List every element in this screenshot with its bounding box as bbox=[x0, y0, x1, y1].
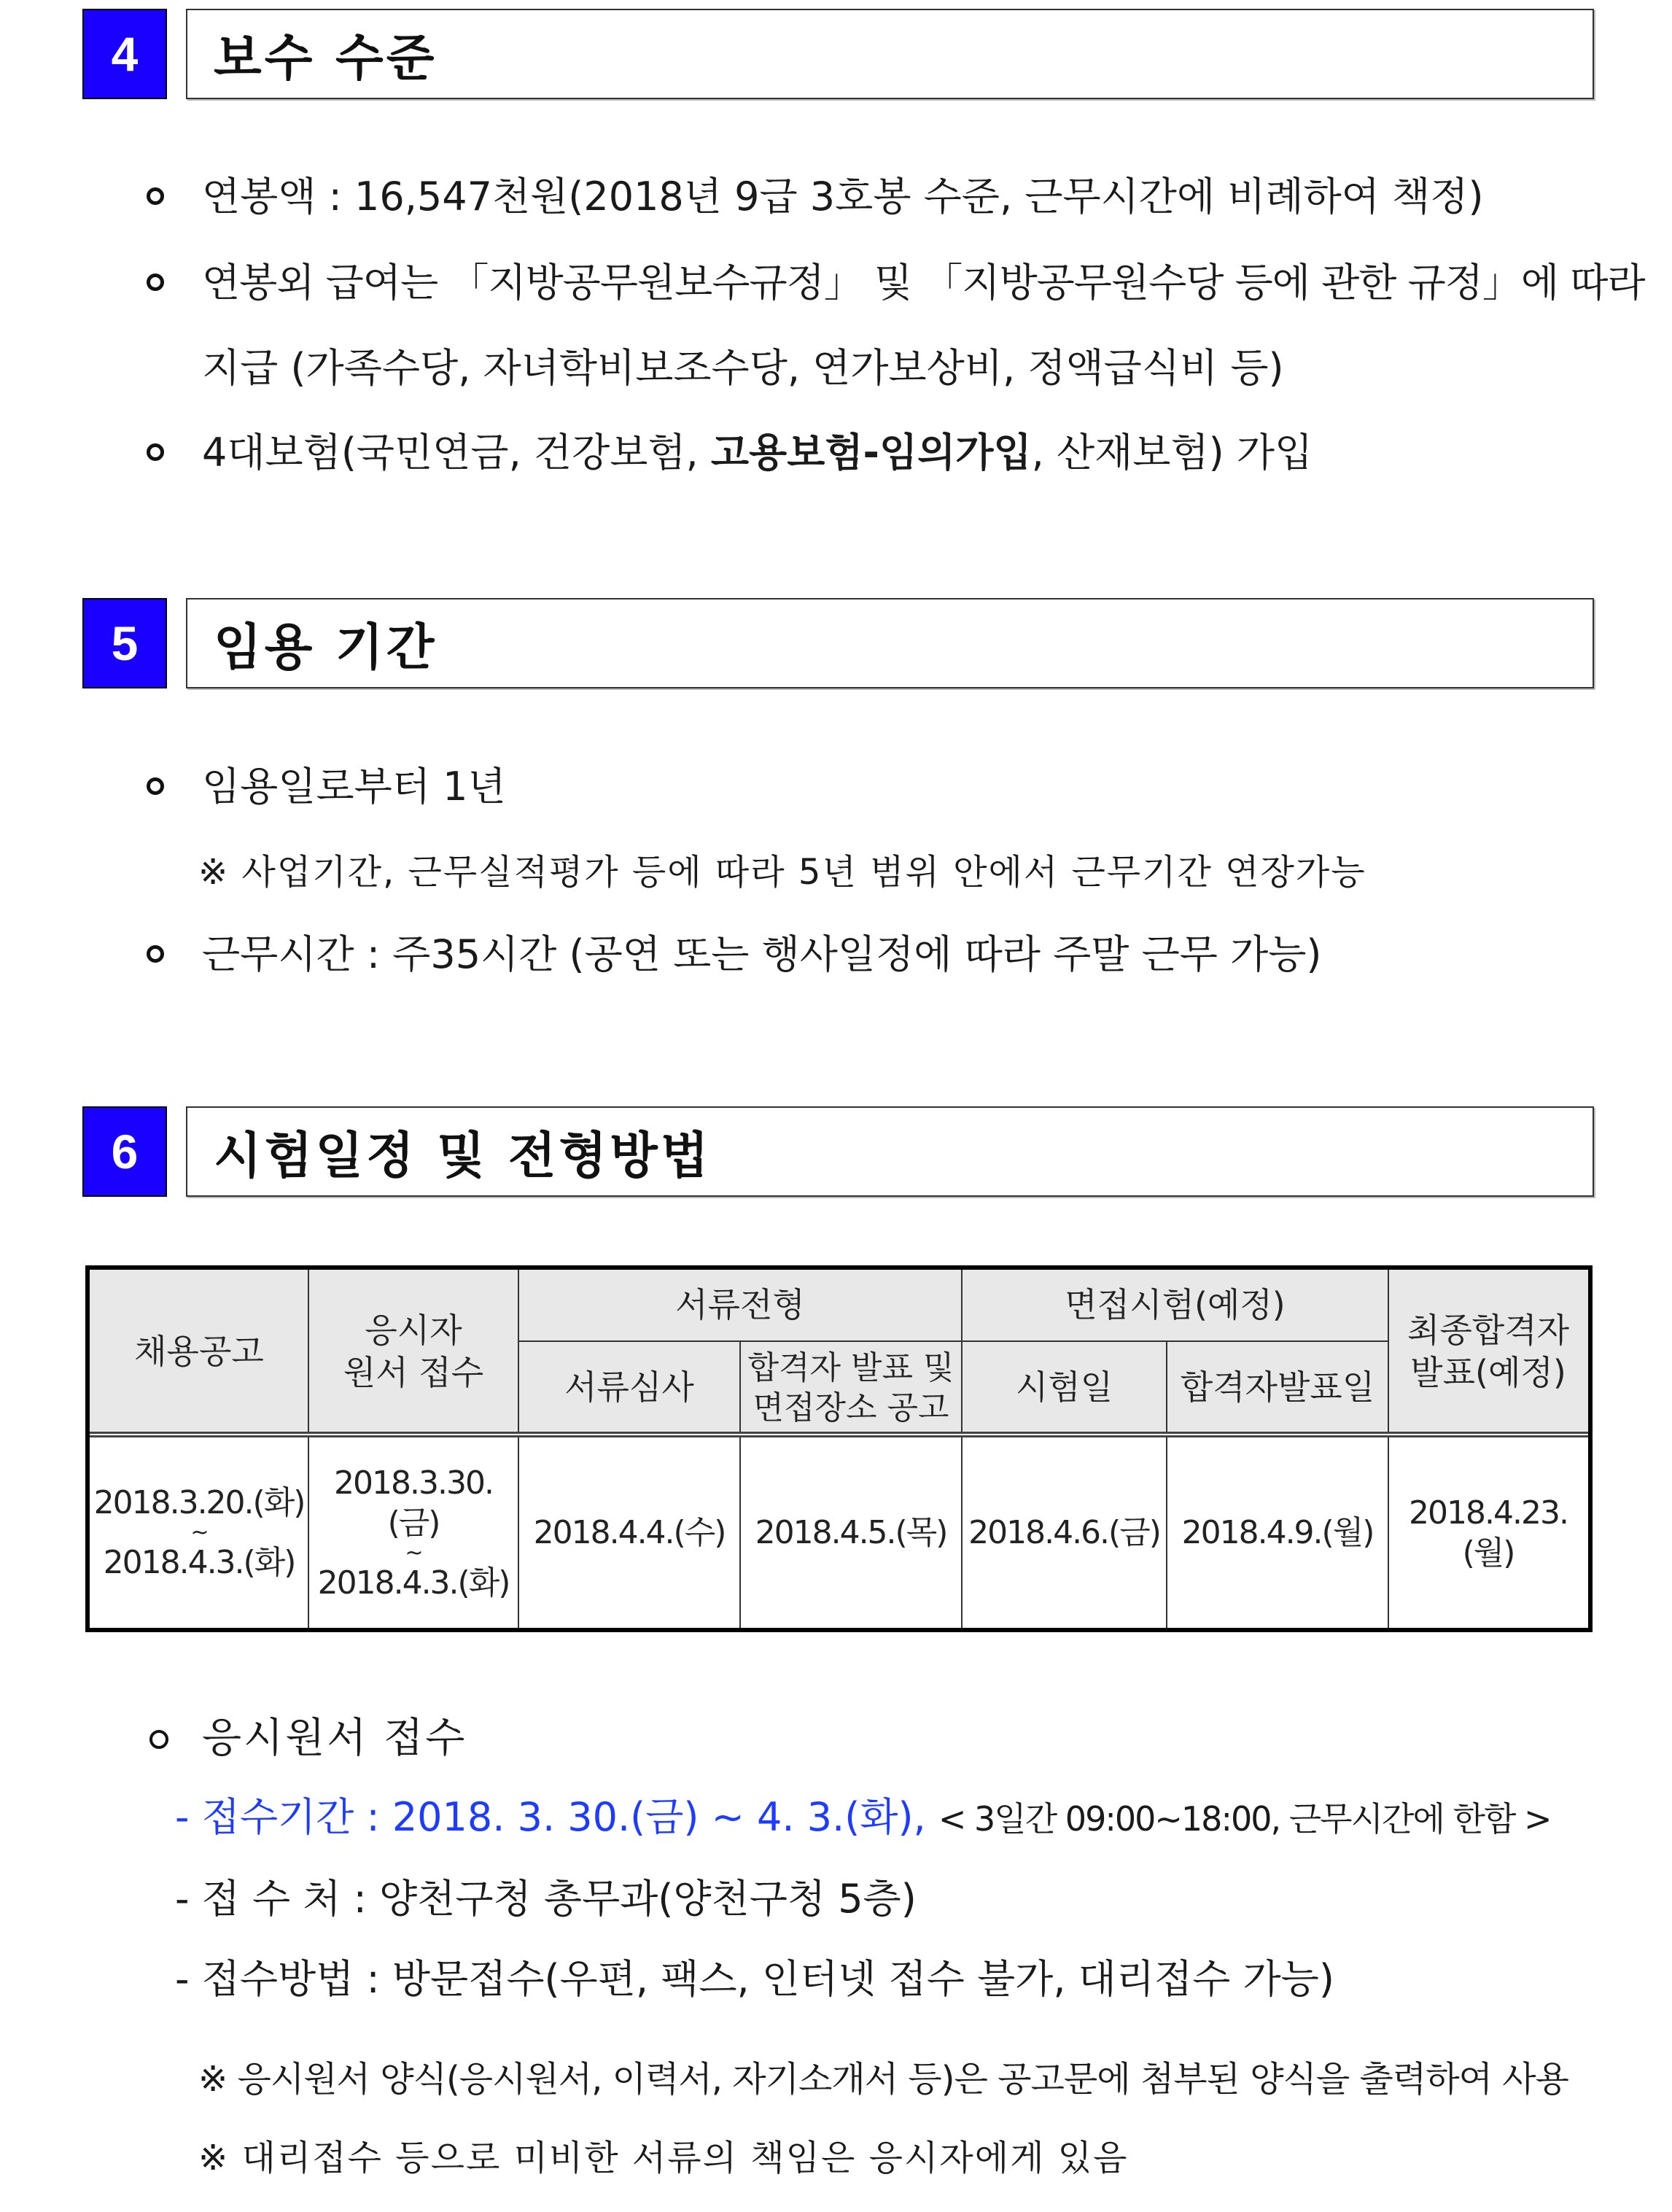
bullet-icon bbox=[149, 1730, 168, 1749]
pay-insurance-post: , 산재보험) 가입 bbox=[1031, 430, 1313, 476]
apply-method: - 접수방법 : 방문접수(우편, 팩스, 인터넷 접수 불가, 대리접수 가능) bbox=[175, 1956, 1334, 2002]
apply-place: - 접 수 처 : 양천구청 총무과(양천구청 5층) bbox=[175, 1876, 917, 1922]
row-final: 2018.4.23.(월) bbox=[1409, 1494, 1568, 1572]
row-receipt-tilde: ~ bbox=[405, 1540, 422, 1566]
bullet-icon bbox=[147, 777, 164, 795]
header-final-line2: 발표(예정) bbox=[1410, 1352, 1566, 1392]
row-notice-tilde: ~ bbox=[190, 1520, 208, 1545]
row-notice-start: 2018.3.20.(화) bbox=[93, 1484, 305, 1521]
pay-other-allowances: 연봉외 급여는 「지방공무원보수규정」 및 「지방공무원수당 등에 관한 규정」에 따라 bbox=[202, 260, 1645, 306]
schedule-table bbox=[85, 1265, 1593, 1632]
header-final bbox=[1388, 1270, 1588, 1434]
header-receipt bbox=[308, 1270, 518, 1434]
header-doc-screening: 서류전형 bbox=[675, 1285, 805, 1325]
header-doc-announce-line2: 면접장소 공고 bbox=[753, 1389, 949, 1427]
row-doc-announce: 2018.4.5.(목) bbox=[755, 1514, 947, 1551]
row-receipt bbox=[308, 1437, 518, 1628]
pay-insurance bbox=[202, 430, 1313, 476]
row-doc-review: 2018.4.4.(수) bbox=[533, 1514, 726, 1551]
term-extension-note: ※ 사업기간, 근무실적평가 등에 따라 5년 범위 안에서 근무기간 연장가능 bbox=[198, 852, 1366, 893]
bullet-icon bbox=[147, 187, 164, 205]
header-notice: 채용공고 bbox=[134, 1331, 264, 1371]
section-5-title: 임용 기간 bbox=[186, 598, 1594, 688]
table-header-double-rule bbox=[90, 1432, 1588, 1437]
pay-insurance-pre: 4대보험(국민연금, 건강보험, bbox=[202, 430, 711, 476]
pay-annual-salary: 연봉액 : 16,547천원(2018년 9급 3호봉 수준, 근무시간에 비례하여 책정) bbox=[202, 174, 1484, 220]
apply-form-note: ※ 응시원서 양식(응시원서, 이력서, 자기소개서 등)은 공고문에 첨부된 양식을 출력하여 사용 bbox=[198, 2059, 1569, 2100]
section-5-number: 5 bbox=[82, 598, 167, 688]
pay-other-allowances-cont: 지급 (가족수당, 자녀학비보조수당, 연가보상비, 정액급식비 등) bbox=[202, 345, 1284, 391]
header-exam-day: 시험일 bbox=[1015, 1367, 1113, 1407]
apply-period-note: < 3일간 09:00~18:00, 근무시간에 한함 > bbox=[938, 1799, 1551, 1839]
header-doc-announce-line1: 합격자 발표 및 bbox=[747, 1348, 954, 1386]
bullet-icon bbox=[147, 273, 164, 291]
section-4-number: 4 bbox=[82, 9, 167, 99]
header-pass-day: 합격자발표일 bbox=[1180, 1367, 1375, 1407]
row-notice bbox=[90, 1437, 308, 1628]
bullet-icon bbox=[147, 945, 164, 963]
row-receipt-start: 2018.3.30.(금) bbox=[334, 1464, 493, 1542]
section-6-title: 시험일정 및 전형방법 bbox=[186, 1106, 1594, 1197]
row-receipt-end: 2018.4.3.(화) bbox=[317, 1564, 510, 1602]
header-doc-review: 서류심사 bbox=[564, 1367, 694, 1407]
row-exam-day: 2018.4.6.(금) bbox=[968, 1514, 1160, 1551]
bullet-icon bbox=[147, 443, 164, 461]
term-period: 임용일로부터 1년 bbox=[202, 764, 506, 810]
section-6-number: 6 bbox=[82, 1106, 167, 1197]
header-interview: 면접시험(예정) bbox=[1065, 1285, 1286, 1325]
header-final-line1: 최종합격자 bbox=[1407, 1311, 1570, 1350]
header-receipt-line1: 응시자 bbox=[365, 1311, 462, 1350]
pay-insurance-employment: 고용보험-임의가입 bbox=[710, 430, 1032, 476]
apply-proxy-note: ※ 대리접수 등으로 미비한 서류의 책임은 응시자에게 있음 bbox=[198, 2138, 1129, 2178]
header-doc-announce bbox=[740, 1341, 962, 1434]
header-receipt-line2: 원서 접수 bbox=[343, 1352, 484, 1392]
apply-period bbox=[175, 1794, 1551, 1840]
apply-title: 응시원서 접수 bbox=[202, 1715, 467, 1762]
term-work-hours: 근무시간 : 주35시간 (공연 또는 행사일정에 따라 주말 근무 가능) bbox=[202, 931, 1322, 977]
apply-period-label: - 접수기간 : 2018. 3. 30.(금) ~ 4. 3.(화), bbox=[175, 1794, 938, 1840]
table-divider bbox=[518, 1340, 1388, 1342]
row-pass-day: 2018.4.9.(월) bbox=[1181, 1514, 1374, 1551]
row-notice-end: 2018.4.3.(화) bbox=[103, 1544, 295, 1581]
section-4-title: 보수 수준 bbox=[186, 9, 1594, 99]
